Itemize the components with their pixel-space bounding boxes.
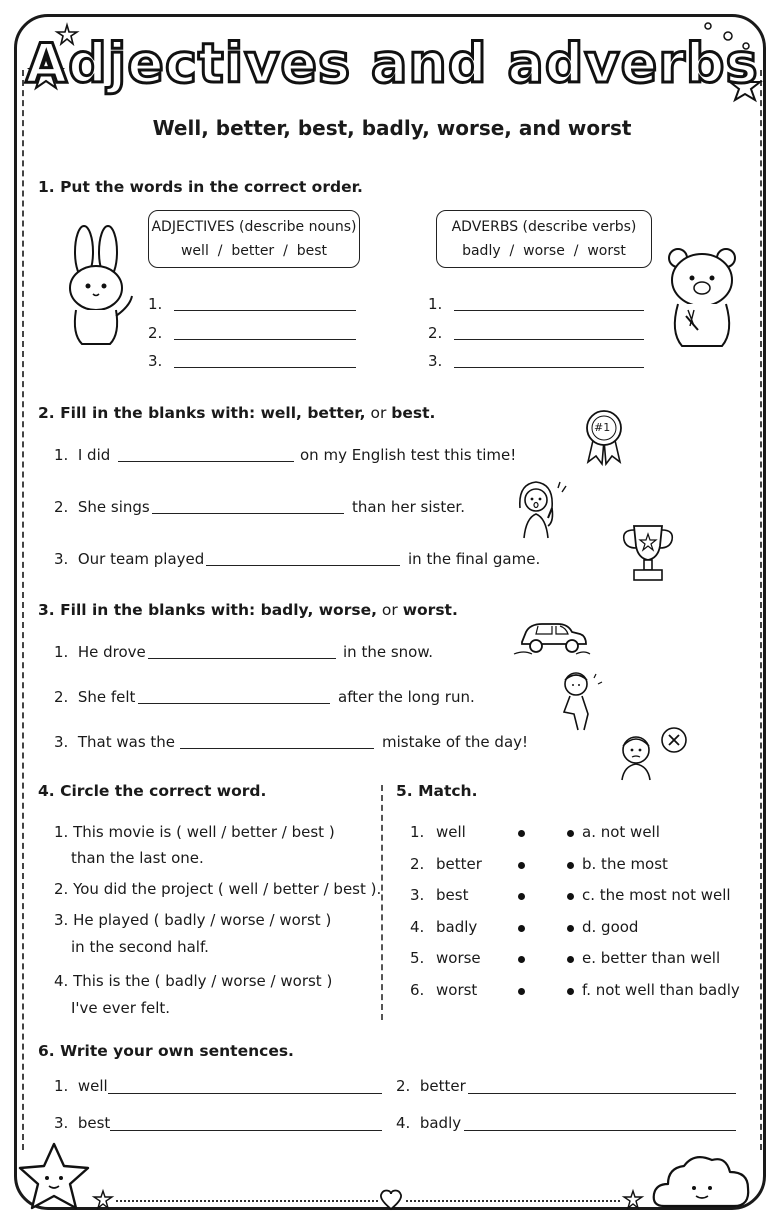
match-number: 6. <box>410 981 425 999</box>
adjectives-box <box>148 210 360 268</box>
smiling-star-icon <box>14 1140 94 1212</box>
section-3-heading <box>38 601 458 619</box>
match-definition: f. not well than badly <box>582 981 740 999</box>
smiling-cloud-icon <box>650 1150 754 1210</box>
match-word: better <box>436 855 482 873</box>
answer-line[interactable] <box>180 734 374 749</box>
ribbon-badge-icon <box>582 408 626 466</box>
section-4-heading: 4. Circle the correct word. <box>38 782 267 800</box>
answer-line[interactable] <box>454 353 644 368</box>
answer-line[interactable] <box>206 551 400 566</box>
list-number: 3. <box>54 550 69 568</box>
heading-bold: well, better, <box>260 404 366 422</box>
match-dot-left[interactable] <box>518 925 525 932</box>
bear-icon <box>664 246 740 350</box>
list-number: 3. <box>428 352 443 370</box>
match-dot-left[interactable] <box>518 956 525 963</box>
sentence-end: after the long run. <box>338 688 475 706</box>
sentence-start: She felt <box>77 688 136 706</box>
circle-item-line: 4. This is the ( badly / worse / worst ) <box>54 972 333 990</box>
boy-mistake-icon <box>618 726 692 782</box>
circle-item-line: than the last one. <box>71 849 204 867</box>
answer-line[interactable] <box>110 1116 382 1131</box>
answer-line[interactable] <box>468 1079 736 1094</box>
adverbs-box <box>436 210 652 268</box>
match-word: worst <box>436 981 478 999</box>
list-number: 2. <box>54 498 69 516</box>
sentence-start: He drove <box>77 643 146 661</box>
adjectives-box-words: well / better / best <box>180 243 327 259</box>
list-number: 1. <box>148 295 163 313</box>
match-dot-right[interactable] <box>567 830 574 837</box>
match-number: 5. <box>410 949 425 967</box>
heading-bold: worst. <box>402 601 458 619</box>
section-5-heading: 5. Match. <box>396 782 478 800</box>
answer-line[interactable] <box>174 353 356 368</box>
heading-text: or <box>376 601 403 619</box>
sentence-end: in the final game. <box>408 550 541 568</box>
heading-text: 2. Fill in the blanks with: <box>38 404 261 422</box>
sentence-label: 1. well <box>54 1077 108 1095</box>
answer-line[interactable] <box>174 325 356 340</box>
answer-line[interactable] <box>174 296 356 311</box>
answer-line[interactable] <box>108 1079 382 1094</box>
circle-item-line: 1. This movie is ( well / better / best ) <box>54 823 335 841</box>
answer-line[interactable] <box>464 1116 736 1131</box>
sentence-label: 2. better <box>396 1077 466 1095</box>
match-dot-left[interactable] <box>518 988 525 995</box>
sentence-start: Our team played <box>77 550 205 568</box>
list-number: 2. <box>428 324 443 342</box>
heart-icon <box>378 1188 404 1212</box>
fill-item <box>54 643 146 661</box>
match-word: badly <box>436 918 478 936</box>
match-definition: c. the most not well <box>582 886 731 904</box>
left-dashed-border <box>22 70 24 1150</box>
trophy-icon <box>620 522 676 584</box>
match-dot-right[interactable] <box>567 925 574 932</box>
singing-girl-icon <box>514 478 566 540</box>
heading-bold: best. <box>391 404 436 422</box>
list-number: 2. <box>148 324 163 342</box>
circle-item-line: I've ever felt. <box>71 999 171 1017</box>
answer-line[interactable] <box>118 447 294 462</box>
sentence-start: That was the <box>77 733 176 751</box>
answer-line[interactable] <box>454 325 644 340</box>
match-dot-left[interactable] <box>518 893 525 900</box>
page-title: Adjectives and adverbs <box>25 32 759 95</box>
heading-text: 3. Fill in the blanks with: <box>38 601 261 619</box>
sentence-label: 3. best <box>54 1114 111 1132</box>
match-number: 3. <box>410 886 425 904</box>
sentence-end: in the snow. <box>343 643 433 661</box>
match-word: best <box>436 886 469 904</box>
circle-item-line: 3. He played ( badly / worse / worst ) <box>54 911 332 929</box>
adjectives-box-title: ADJECTIVES (describe nouns) <box>151 219 357 235</box>
sentence-start: She sings <box>77 498 150 516</box>
match-dot-right[interactable] <box>567 893 574 900</box>
badge-label: #1 <box>594 421 611 434</box>
match-number: 1. <box>410 823 425 841</box>
match-word: well <box>436 823 466 841</box>
sentence-start: I did <box>77 446 111 464</box>
bottom-dotted-line <box>116 1200 378 1202</box>
list-number: 2. <box>54 688 69 706</box>
match-definition: b. the most <box>582 855 668 873</box>
match-dot-right[interactable] <box>567 988 574 995</box>
heading-text: or <box>365 404 392 422</box>
list-number: 1. <box>54 643 69 661</box>
match-dot-right[interactable] <box>567 862 574 869</box>
match-number: 4. <box>410 918 425 936</box>
sentence-end: mistake of the day! <box>382 733 529 751</box>
circle-item-line: in the second half. <box>71 938 209 956</box>
car-icon <box>514 616 590 658</box>
answer-line[interactable] <box>148 644 336 659</box>
circle-item-line: 2. You did the project ( well / better / best ). <box>54 880 382 898</box>
heading-bold: badly, worse, <box>260 601 377 619</box>
match-number: 2. <box>410 855 425 873</box>
column-divider <box>381 785 383 1020</box>
small-star-icon <box>622 1190 644 1210</box>
fill-item <box>54 688 135 706</box>
match-definition: e. better than well <box>582 949 721 967</box>
answer-line[interactable] <box>138 689 330 704</box>
list-number: 1. <box>54 446 69 464</box>
answer-line[interactable] <box>152 499 344 514</box>
list-number: 3. <box>148 352 163 370</box>
section-1-heading: 1. Put the words in the correct order. <box>38 178 363 196</box>
list-number: 3. <box>54 733 69 751</box>
match-definition: d. good <box>582 918 639 936</box>
fill-item <box>54 498 150 516</box>
section-6-heading: 6. Write your own sentences. <box>38 1042 294 1060</box>
match-definition: a. not well <box>582 823 660 841</box>
right-dashed-border <box>760 70 762 1150</box>
sentence-label: 4. badly <box>396 1114 462 1132</box>
match-dot-left[interactable] <box>518 862 525 869</box>
match-dot-right[interactable] <box>567 956 574 963</box>
adverbs-box-title: ADVERBS (describe verbs) <box>451 219 637 235</box>
bottom-dotted-line <box>406 1200 620 1202</box>
small-star-icon <box>92 1190 114 1210</box>
section-2-heading <box>38 404 435 422</box>
sentence-end: on my English test this time! <box>300 446 517 464</box>
tired-girl-icon <box>556 668 604 732</box>
bunny-icon <box>60 224 140 350</box>
list-number: 1. <box>428 295 443 313</box>
fill-item <box>54 733 175 751</box>
fill-item <box>54 446 110 464</box>
adverbs-box-words: badly / worse / worst <box>462 243 626 259</box>
match-dot-left[interactable] <box>518 830 525 837</box>
answer-line[interactable] <box>454 296 644 311</box>
sentence-end: than her sister. <box>352 498 465 516</box>
fill-item <box>54 550 204 568</box>
page-subtitle: Well, better, best, badly, worse, and worst <box>152 116 632 140</box>
match-word: worse <box>436 949 481 967</box>
